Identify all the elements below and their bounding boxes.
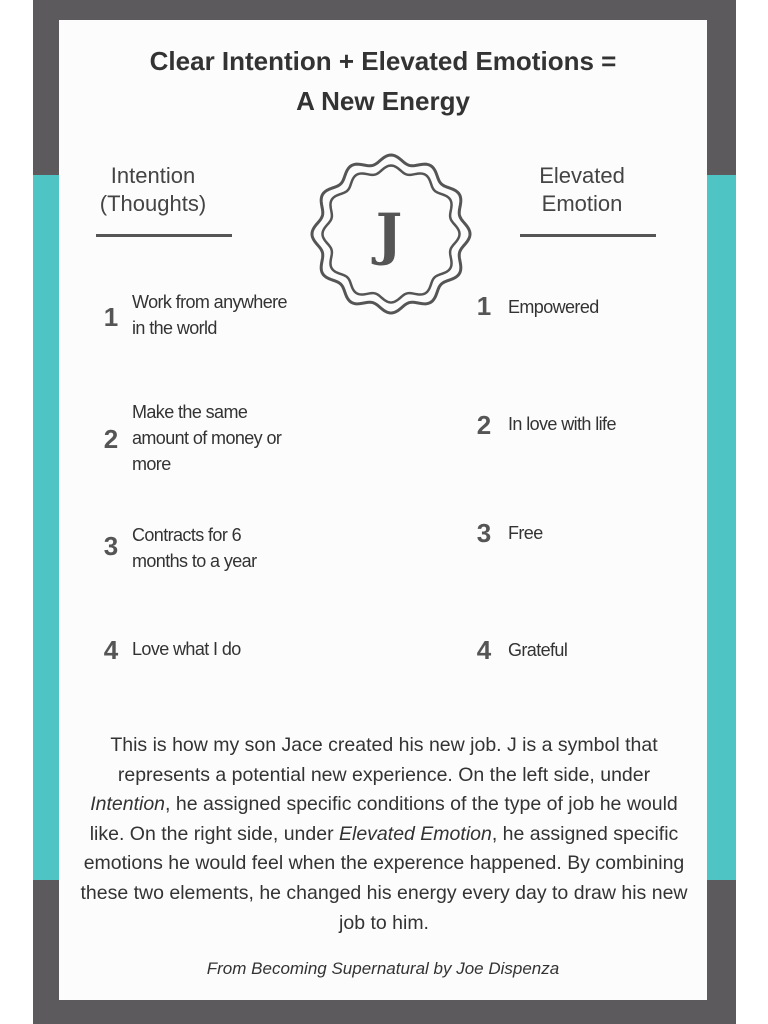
intention-item-line: in the world bbox=[132, 318, 217, 338]
description-text: This is how my son Jace created his new job. J is a symbol that represents a potential new experience. On the left side, under bbox=[110, 734, 658, 786]
intention-number: 2 bbox=[103, 424, 119, 454]
emotion-number: 2 bbox=[476, 410, 492, 440]
intention-item-line: months to a year bbox=[132, 551, 257, 571]
intention-item-line: Make the same bbox=[132, 402, 248, 422]
emotion-number: 4 bbox=[476, 635, 492, 665]
intention-number: 3 bbox=[103, 531, 119, 561]
page-title-line1: Clear Intention + Elevated Emotions = bbox=[149, 46, 617, 76]
emotion-item: Grateful bbox=[508, 640, 568, 660]
intention-item-line: Work from anywhere bbox=[132, 292, 287, 312]
emotion-heading-line2: Emotion bbox=[541, 191, 623, 216]
emotion-heading-line1: Elevated bbox=[539, 163, 625, 188]
emotion-item: In love with life bbox=[508, 414, 616, 434]
intention-item bbox=[132, 289, 287, 341]
intention-item-line: Contracts for 6 bbox=[132, 525, 242, 545]
emotion-underline bbox=[520, 234, 656, 237]
page-title-line2: A New Energy bbox=[296, 86, 470, 116]
intention-heading-line1: Intention bbox=[110, 163, 196, 188]
seal-letter: J bbox=[375, 202, 403, 268]
intention-column-heading bbox=[86, 162, 220, 218]
description-text: , he assigned specific conditions of the type of job he would like. On the right side, under bbox=[89, 793, 678, 845]
accent-bar-right bbox=[707, 175, 736, 880]
description-emphasis: Intention bbox=[90, 793, 166, 816]
intention-item-line: amount of money or bbox=[132, 428, 282, 448]
intention-item bbox=[132, 522, 256, 574]
intention-number: 1 bbox=[103, 302, 119, 332]
emotion-column-heading bbox=[515, 162, 649, 218]
intention-item-line: Love what I do bbox=[132, 639, 241, 659]
emotion-number: 1 bbox=[476, 291, 492, 321]
intention-item bbox=[132, 636, 241, 662]
intention-underline bbox=[96, 234, 232, 237]
description-text: , he assigned specific emotions he would feel when the experence happened. By combining these two elements, he changed his energy every day to draw his new job to him. bbox=[80, 822, 688, 934]
description-paragraph bbox=[78, 731, 690, 938]
intention-item bbox=[132, 399, 281, 477]
emotion-item: Empowered bbox=[508, 297, 599, 317]
description-emphasis: Elevated Emotion bbox=[339, 822, 492, 845]
emotion-number: 3 bbox=[476, 518, 492, 548]
intention-heading-line2: (Thoughts) bbox=[99, 191, 207, 216]
intention-item-line: more bbox=[132, 454, 171, 474]
scalloped-seal-icon bbox=[310, 148, 472, 320]
emotion-item: Free bbox=[508, 523, 543, 543]
source-citation: From Becoming Supernatural by Joe Dispenza bbox=[206, 959, 560, 978]
intention-number: 4 bbox=[103, 635, 119, 665]
